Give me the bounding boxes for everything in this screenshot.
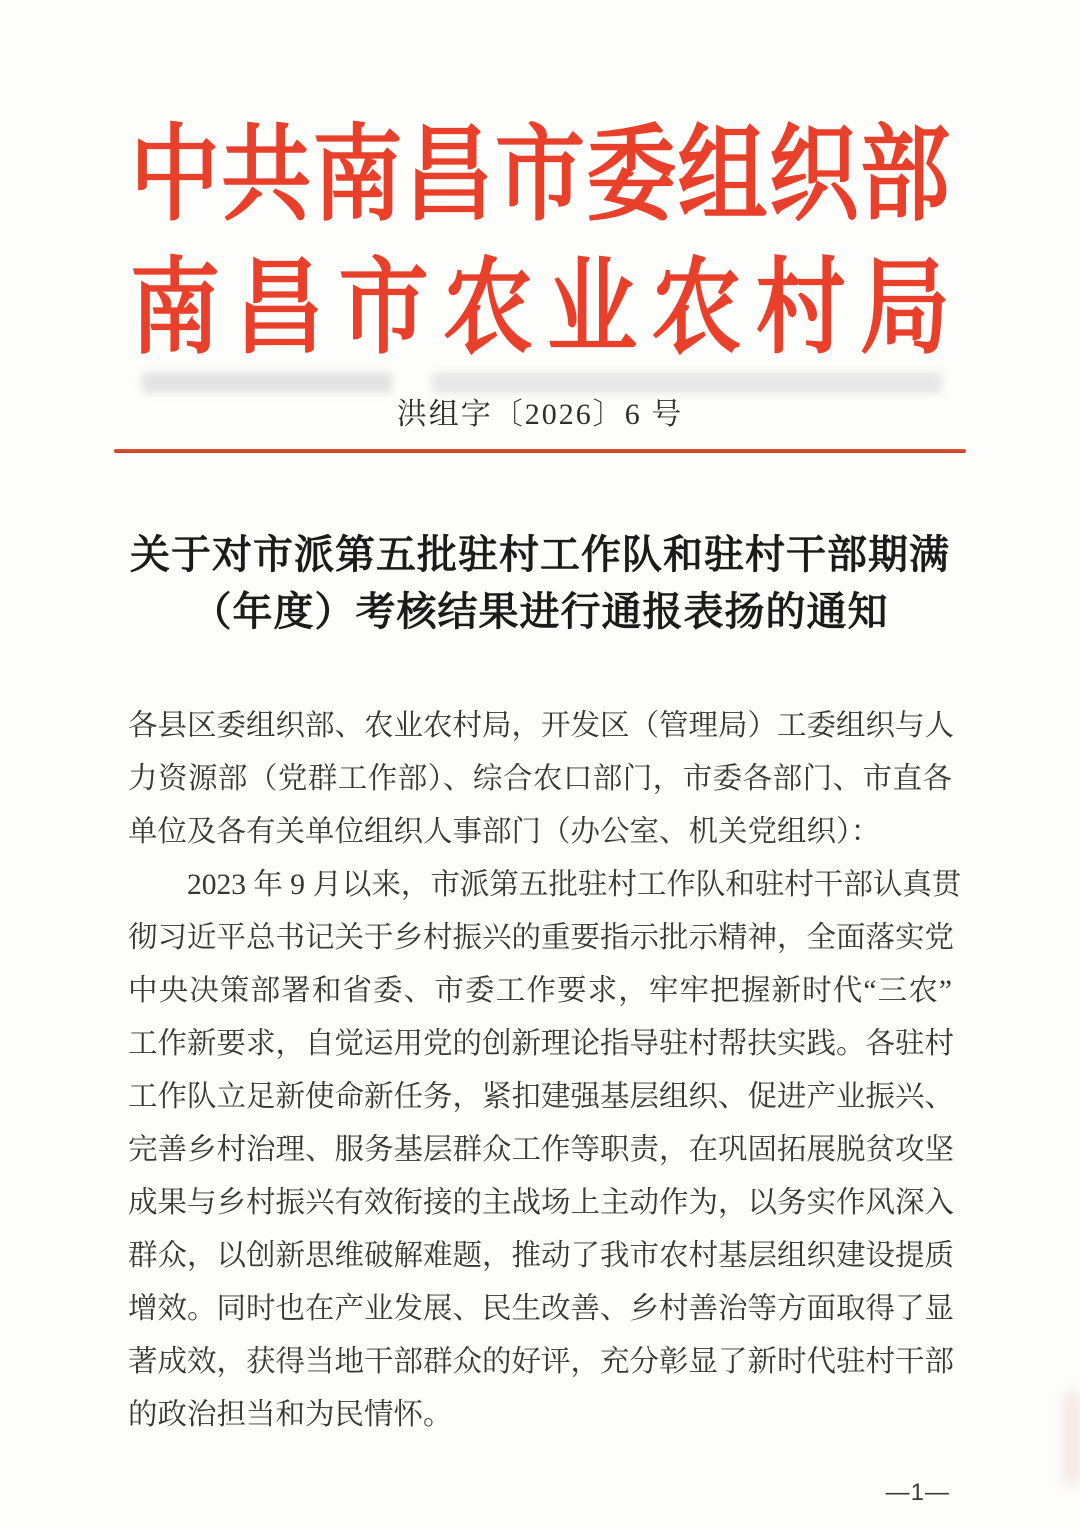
- title-line-2: （年度）考核结果进行通报表扬的通知: [191, 589, 889, 634]
- body-line: 力资源部（党群工作部）、综合农口部门，市委各部门、市直各: [128, 763, 952, 795]
- body-line: 彻习近平总书记关于乡村振兴的重要指示批示精神，全面落实党: [128, 922, 955, 954]
- body-line: 群众，以创新思维破解难题，推动了我市农村基层组织建设提质: [128, 1240, 955, 1272]
- scan-bleedthrough: [432, 372, 942, 393]
- document-title: [80, 526, 1000, 640]
- scan-edge-smudge: [1064, 1392, 1080, 1484]
- document-number: 洪组字〔2026〕6 号: [396, 398, 684, 431]
- body-line: 的政治担当和为民情怀。: [128, 1399, 453, 1431]
- document-body: [128, 700, 962, 1442]
- body-line: 中央决策部署和省委、市委工作要求，牢牢把握新时代“三农”: [128, 975, 952, 1007]
- body-line: 著成效，获得当地干部群众的好评，充分彰显了新时代驻村干部: [128, 1346, 955, 1378]
- body-line: 增效。同时也在产业发展、民生改善、乡村善治等方面取得了显: [128, 1293, 955, 1325]
- body-line: 成果与乡村振兴有效衔接的主战场上主动作为，以务实作风深入: [128, 1187, 955, 1219]
- scan-bleedthrough: [142, 372, 392, 393]
- page-number: —1—: [885, 1479, 950, 1506]
- body-line: 2023 年 9 月以来，市派第五批驻村工作队和驻村干部认真贯: [187, 869, 962, 901]
- letterhead-line-2: 南 昌 市 农 业 农 村 局: [130, 251, 950, 366]
- red-divider-rule: [114, 449, 966, 453]
- title-line-1: 关于对市派第五批驻村工作队和驻村干部期满: [130, 532, 950, 577]
- body-line: 工作队立足新使命新任务，紧扣建强基层组织、促进产业振兴、: [128, 1081, 955, 1113]
- body-line: 各县区委组织部、农业农村局，开发区（管理局）工委组织与人: [128, 710, 955, 742]
- letterhead-line-1: 中 共 南 昌 市 委 组 织 部: [130, 118, 950, 233]
- body-line: 工作新要求，自觉运用党的创新理论指导驻村帮扶实践。各驻村: [128, 1028, 955, 1060]
- letterhead: [130, 98, 950, 364]
- body-line: 单位及各有关单位组织人事部门（办公室、机关党组织）：: [128, 816, 881, 848]
- body-line: 完善乡村治理、服务基层群众工作等职责，在巩固拓展脱贫攻坚: [128, 1134, 955, 1166]
